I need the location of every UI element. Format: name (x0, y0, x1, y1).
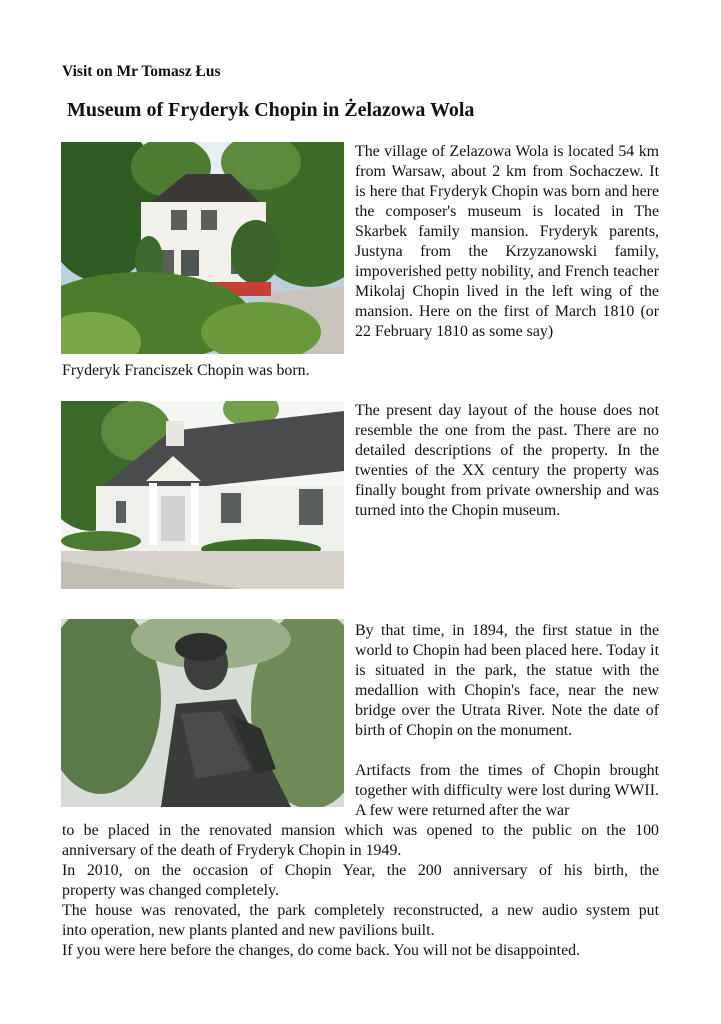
section3-chopin-year-line-2: property was changed completely. (62, 882, 279, 899)
photo-chopin-statue (61, 619, 344, 807)
section1-paragraph: The village of Zelazowa Wola is located 54 km from Warsaw, about 2 km from Sochaczew. It is here that Fryderyk Chopin was born and here the composer's museum is located in The Skarbek family mansion. Fryderyk parents, Justyna from the Krzyzanowski family, impoverished petty nobility, and French teacher Mikolaj Chopin lived in the left wing of the mansion. Here on the first of March 1810 (or 22 February 1810 as some say) (355, 143, 659, 340)
section3-paragraph-artifacts: Artifacts from the times of Chopin brought together with difficulty were lost during WWII. A few were returned after the war (355, 762, 659, 819)
section3-chopin-year-line-1: In 2010, on the occasion of Chopin Year, the 200 anniversary of his birth, the (62, 862, 659, 879)
page-title: Museum of Fryderyk Chopin in Żelazowa Wola (67, 99, 475, 121)
photo-manor-house-porch (61, 401, 344, 589)
section3-paragraph-statue: By that time, in 1894, the first statue in the world to Chopin had been placed here. Today it is situated in the park, the statue with the medallion with Chopin's face, near the new bridge over the Utrata River. Note the date of birth of Chopin on the monument. (355, 622, 659, 739)
section3-closing-line: If you were here before the changes, do come back. You will not be disappointed. (62, 942, 581, 959)
section1-continuation: Fryderyk Franciszek Chopin was born. (62, 362, 310, 379)
section3-renovation-line-1: The house was renovated, the park completely reconstructed, a new audio system put (62, 902, 659, 919)
section3-renovation-line-2: into operation, new plants planted and new pavilions built. (62, 922, 435, 939)
section2-paragraph: The present day layout of the house does not resemble the one from the past. There are no detailed descriptions of the property. In the twenties of the XX century the property was finally bought from private ownership and was turned into the Chopin museum. (355, 402, 659, 519)
photo-manor-house-garden (61, 142, 344, 354)
section3-artifacts-line-1: to be placed in the renovated mansion which was opened to the public on the 100 (62, 822, 659, 839)
visit-heading: Visit on Mr Tomasz Łus (62, 63, 221, 80)
section3-artifacts-line-2: anniversary of the death of Fryderyk Chopin in 1949. (62, 842, 402, 859)
